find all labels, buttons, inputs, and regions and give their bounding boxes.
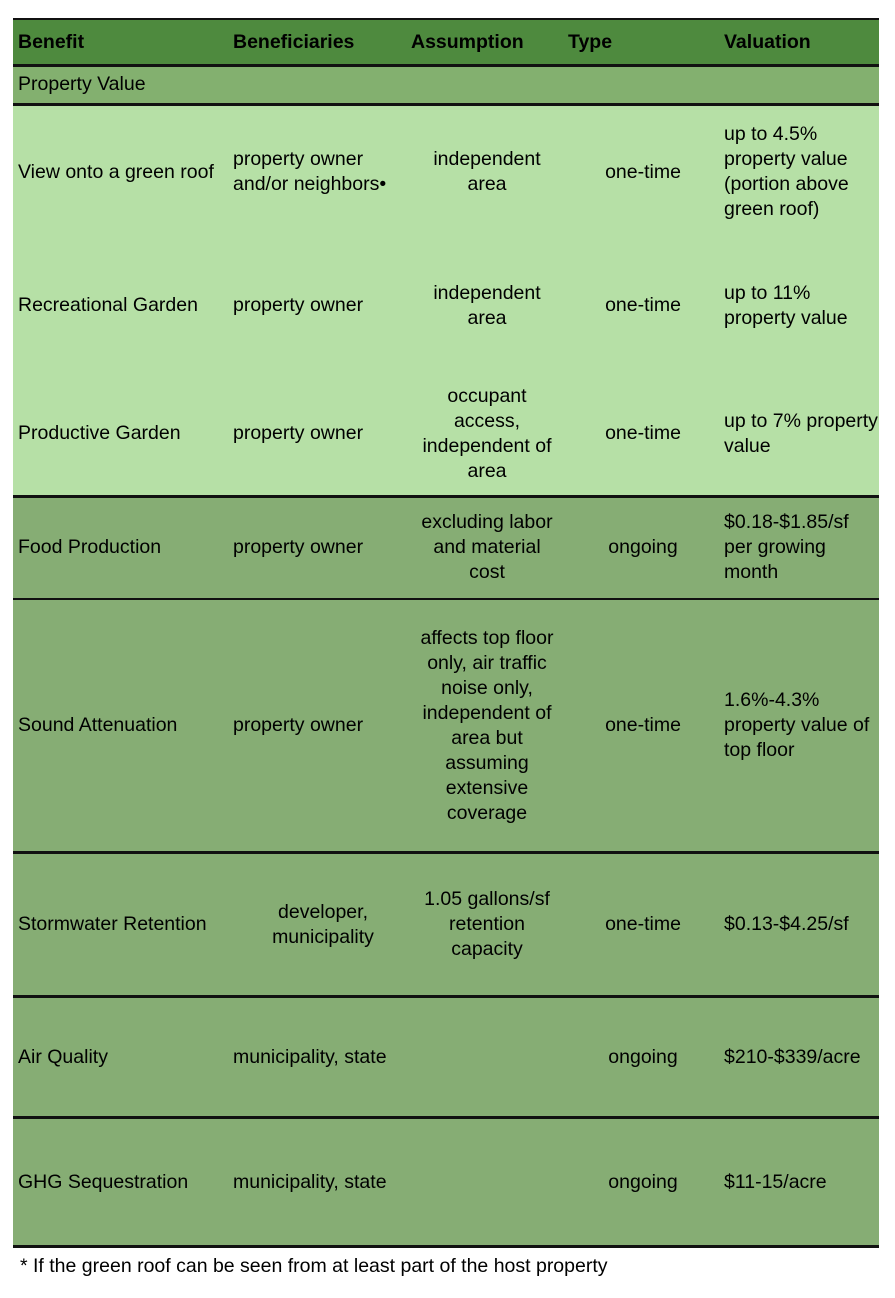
cell-type: one-time (605, 160, 681, 183)
cell-valuation: up to 7% property value (724, 409, 878, 457)
header-valuation: Valuation (724, 30, 811, 53)
cell-valuation: $0.18-$1.85/sf per growing month (724, 511, 849, 583)
cell-beneficiaries: developer, municipality (272, 900, 374, 948)
cell-beneficiaries: property owner (233, 536, 364, 558)
rule-divider (13, 1116, 879, 1119)
cell-beneficiaries: property owner (233, 714, 364, 736)
section-label: Property Value (18, 73, 146, 95)
rule-divider (13, 103, 879, 106)
cell-benefit: Sound Attenuation (18, 714, 178, 736)
table-row (13, 372, 879, 495)
rule-divider (13, 851, 879, 854)
header-assumption: Assumption (411, 30, 524, 53)
cell-benefit: Productive Garden (18, 422, 181, 444)
header-beneficiaries: Beneficiaries (233, 30, 355, 53)
header-benefit: Benefit (18, 30, 85, 53)
cell-type: ongoing (608, 1170, 678, 1193)
section-row (13, 66, 879, 103)
rule-divider (13, 995, 879, 998)
cell-valuation: up to 4.5% property value (portion above green roof) (724, 123, 849, 220)
cell-assumption: independent area (433, 148, 541, 195)
table-row (13, 1119, 879, 1245)
cell-benefit: Stormwater Retention (18, 913, 207, 935)
cell-beneficiaries: property owner and/or neighbors• (233, 148, 387, 195)
cell-valuation: up to 11% property value (724, 281, 848, 329)
cell-benefit: GHG Sequestration (18, 1170, 189, 1193)
cell-type: ongoing (608, 1045, 678, 1068)
cell-beneficiaries: municipality, state (233, 1170, 387, 1193)
table-row (13, 497, 879, 598)
cell-type: one-time (605, 913, 681, 935)
cell-valuation: $11-15/acre (724, 1170, 827, 1193)
cell-benefit: Food Production (18, 536, 162, 558)
cell-assumption: excluding labor and material cost (421, 511, 553, 583)
table-row (13, 998, 879, 1116)
rule-divider (13, 495, 879, 498)
header-type: Type (568, 30, 613, 53)
cell-assumption (413, 998, 561, 1116)
cell-type: one-time (605, 294, 681, 316)
cell-type: ongoing (608, 536, 678, 558)
cell-assumption: independent area (433, 281, 541, 329)
cell-beneficiaries: property owner (233, 294, 364, 316)
cell-beneficiaries: municipality, state (233, 1045, 387, 1068)
cell-assumption: affects top floor only, air traffic noise only, independent of area but assuming extensive coverage (420, 626, 554, 824)
footnote: * If the green roof can be seen from at least part of the host property (20, 1255, 608, 1277)
table-header (13, 20, 879, 64)
cell-valuation: $0.13-$4.25/sf (724, 913, 849, 935)
cell-type: one-time (605, 422, 681, 444)
cell-assumption: 1.05 gallons/sf retention capacity (424, 888, 550, 960)
rule-divider (13, 64, 879, 67)
cell-assumption: occupant access, independent of area (422, 384, 552, 482)
rule-top (13, 18, 879, 20)
cell-assumption (413, 1119, 561, 1245)
rule-divider (13, 598, 879, 600)
cell-benefit: Air Quality (18, 1045, 108, 1068)
cell-valuation: 1.6%-4.3% property value of top floor (724, 689, 870, 761)
table-row (13, 600, 879, 851)
cell-benefit: View onto a green roof (18, 160, 214, 183)
cell-valuation: $210-$339/acre (724, 1045, 861, 1068)
table-row (13, 854, 879, 995)
cell-type: one-time (605, 714, 681, 736)
rule-bottom (13, 1245, 879, 1248)
table-row (13, 239, 879, 372)
table-row (13, 105, 879, 239)
cell-benefit: Recreational Garden (18, 294, 198, 316)
cell-beneficiaries: property owner (233, 422, 364, 444)
